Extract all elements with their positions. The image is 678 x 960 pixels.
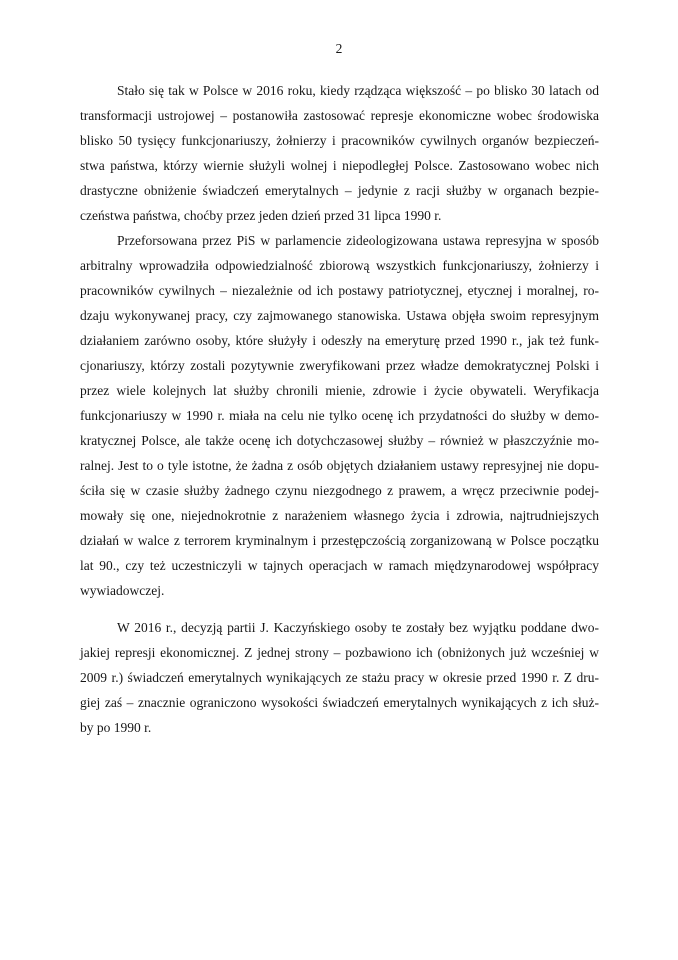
text-line: Przeforsowana przez PiS w parlamencie zideologizowana ustawa represyjna w sposób [117,233,599,248]
text-line: transformacji ustrojowej – postanowiła zastosować represje ekonomiczne wobec środowiska [80,108,599,123]
text-line: Stało się tak w Polsce w 2016 roku, kiedy rządząca większość – po blisko 30 latach od [117,83,599,98]
page-number: 2 [335,41,343,56]
text-line: blisko 50 tysięcy funkcjonariuszy, żołnierzy i pracowników cywilnych organów bezpieczeń- [80,133,599,148]
text-line: giej zaś – znacznie ograniczono wysokości świadczeń emerytalnych wynikających z ich służ- [80,695,599,710]
text-line: arbitralny wprowadziła odpowiedzialność zbiorową wszystkich funkcjonariuszy, żołnierzy i [80,258,599,273]
paragraph [80,615,599,740]
text-line: dzaju wykonywanej pracy, czy zajmowanego stanowiska. Ustawa objęła swoim represyjnym [80,308,599,323]
text-line: drastyczne obniżenie świadczeń emerytalnych – jedynie z racji służby w organach bezpie- [80,183,599,198]
text-line: stwa państwa, którzy wiernie służyli wolnej i niepodległej Polsce. Zastosowano wobec nich [80,158,599,173]
text-line: kratycznej Polsce, ale także ocenę ich dotychczasowej służby – również w płaszczyźnie mo- [80,433,599,448]
paragraph [80,228,599,603]
document-body [80,78,599,740]
text-line: pracowników cywilnych – niezależnie od ich postawy patriotycznej, etycznej i moralnej, ro- [80,283,599,298]
text-line: 2009 r.) świadczeń emerytalnych wynikających ze stażu pracy w okresie przed 1990 r. Z dru- [80,670,599,685]
text-line: cjonariuszy, którzy zostali pozytywnie zweryfikowani przez władze demokratycznej Polski i [80,358,599,373]
paragraph [80,78,599,228]
text-line: działaniem zarówno osoby, które służyły i odeszły na emeryturę przed 1990 r., jak też funk- [80,333,599,348]
text-line: jakiej represji ekonomicznej. Z jednej strony – pozbawiono ich (obniżonych już wcześniej w [80,645,599,660]
text-line: ściła się w czasie służby żadnego czynu niezgodnego z prawem, a wręcz przeciwnie podej- [80,483,599,498]
text-line: funkcjonariuszy w 1990 r. miała na celu nie tylko ocenę ich przydatności do służby w demo- [80,408,599,423]
text-line: czeństwa państwa, choćby przez jeden dzień przed 31 lipca 1990 r. [80,208,442,223]
text-line: wywiadowczej. [80,583,165,598]
text-line: W 2016 r., decyzją partii J. Kaczyńskiego osoby te zostały bez wyjątku poddane dwo- [117,620,599,635]
text-line: mowały się one, niejednokrotnie z narażeniem własnego życia i zdrowia, najtrudniejszych [80,508,599,523]
text-line: by po 1990 r. [80,720,152,735]
text-line: przez wiele kolejnych lat służby chronili mienie, zdrowie i życie obywateli. Weryfikacja [80,383,599,398]
text-line: działań w walce z terrorem kryminalnym i przestępczością zorganizowaną w Polsce początku [80,533,599,548]
text-line: ralnej. Jest to o tyle istotne, że żadna z osób objętych działaniem ustawy represyjnej nie dopu- [80,458,599,473]
text-line: lat 90., czy też uczestniczyli w tajnych operacjach w ramach międzynarodowej współpracy [80,558,599,573]
